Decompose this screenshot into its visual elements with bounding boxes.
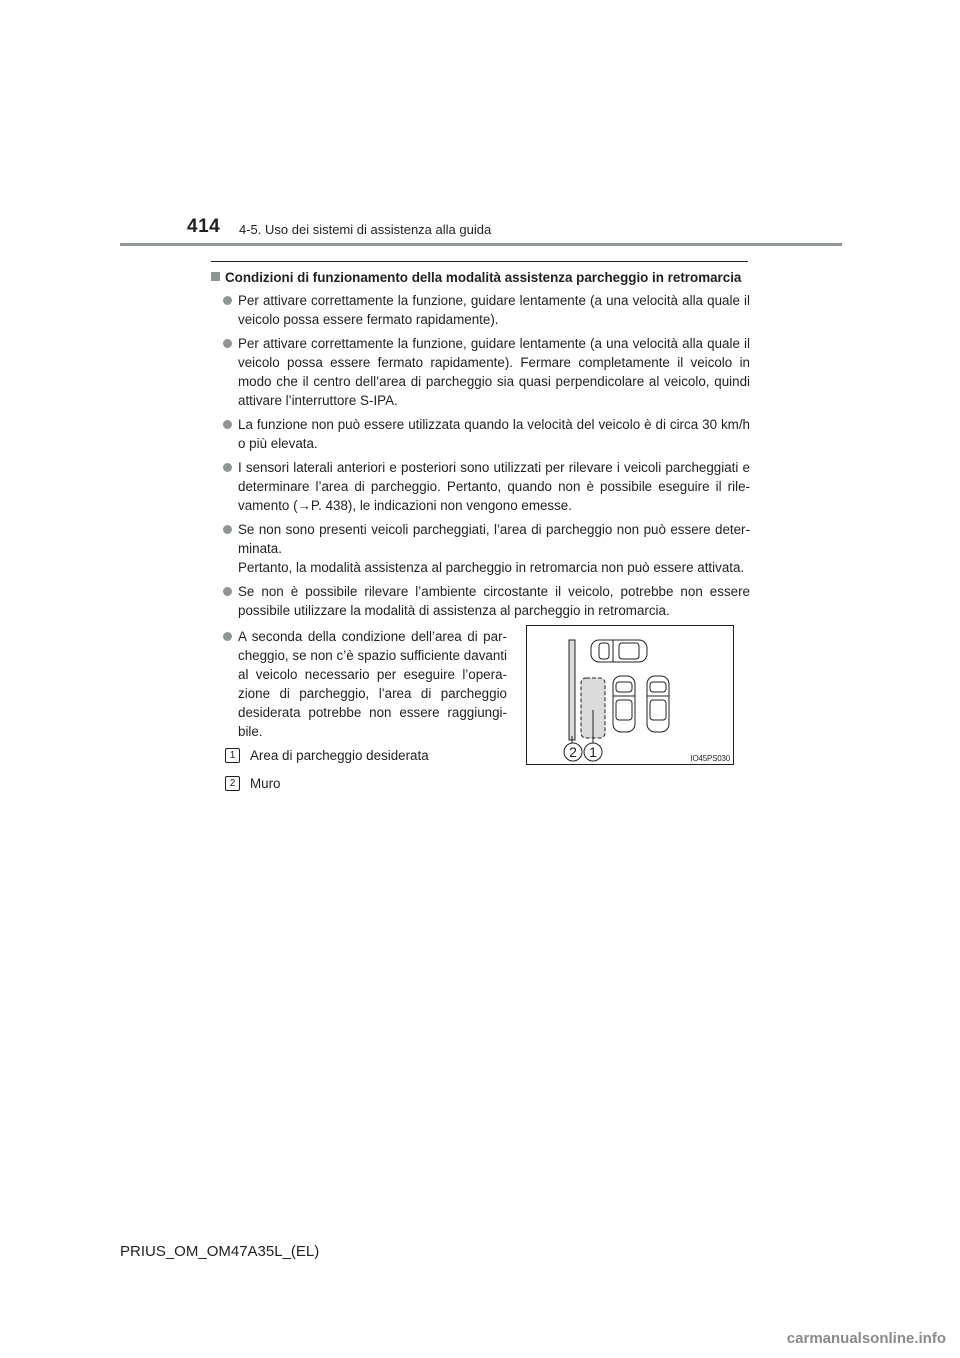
section-title: 4-5. Uso dei sistemi di assistenza alla guida [239,222,492,237]
list-item [211,520,750,577]
circle-bullet-icon [223,525,232,534]
document-code: PRIUS_OM_OM47A35L_(EL) [120,1243,320,1260]
parking-diagram [527,626,733,764]
parking-illustration [526,625,734,765]
sub-heading-text: Condizioni di funzionamento della modalità assistenza parcheggio in retromarcia [225,270,742,285]
bullet-text-continued: Pertanto, la modalità assistenza al parcheggio in retromarcia non può essere attivata. [238,560,745,575]
bullet-text: Se non è possibile rilevare l’ambiente circostante il veicolo, potrebbe non essere possibile utilizzare la modalità di assistenza al parcheggio in retromarcia. [238,584,750,618]
bullet-text: Se non sono presenti veicoli parcheggiati, l’area di parcheggio non può essere determinata. [238,522,750,556]
legend-label: Area di parcheggio desiderata [250,748,429,763]
circle-bullet-icon [223,463,232,472]
legend-label: Muro [250,776,281,791]
page-number: 414 [187,216,221,237]
circle-bullet-icon [223,632,232,641]
bullet-text: I sensori laterali anteriori e posteriori sono utilizzati per rilevare i veicoli parcheggiati e determinare l’area di parcheggio. Pertanto, quando non è possibile eseguire il rilevamento (→P. 438), le indicazioni non vengono emesse. [238,460,750,513]
list-item [211,458,750,515]
list-item [211,334,750,410]
watermark: carmanualsonline.info [786,1330,946,1347]
car-icon [591,640,647,662]
square-bullet-icon [211,272,220,281]
bullet-text: Per attivare correttamente la funzione, guidare lentamente (a una velocità alla quale il veicolo possa essere fermato rapidamente). Fermare completamente il veicolo in modo che il centro dell’area di parcheggio sia quasi perpendicolare al veicolo, quindi attivare l’interruttore S-IPA. [238,336,750,408]
car-icon [647,676,669,732]
wall-shape [569,640,575,740]
section-divider [211,261,748,262]
circle-bullet-icon [223,420,232,429]
bullet-text: Per attivare correttamente la funzione, guidare lentamente (a una velocità alla quale il veicolo possa essere fermato rapidamente). [238,293,750,327]
circle-bullet-icon [223,296,232,305]
circle-bullet-icon [223,339,232,348]
circle-bullet-icon [223,587,232,596]
figure-code: IO45PS030 [690,754,730,763]
bullet-text: La funzione non può essere utilizzata quando la velocità del veicolo è di circa 30 km/h o più elevata. [238,417,750,451]
car-icon [613,676,635,732]
legend-item [211,774,750,797]
list-item [211,415,750,453]
legend-number: 1 [225,748,240,763]
sub-heading [211,268,750,287]
header-rule [120,243,842,246]
bullet-text: A seconda della condizione dell’area di parcheggio, se non c’è spazio sufficiente davanti al veicolo necessario per eseguire l’operazione di parcheggio, l’area di parcheggio desiderata potrebbe non essere raggiungibile. [238,629,507,739]
list-item [211,291,750,329]
callout-2-label: 2 [569,744,577,760]
list-item [211,582,750,620]
callout-1-label: 1 [589,744,597,760]
legend-number: 2 [225,776,240,791]
